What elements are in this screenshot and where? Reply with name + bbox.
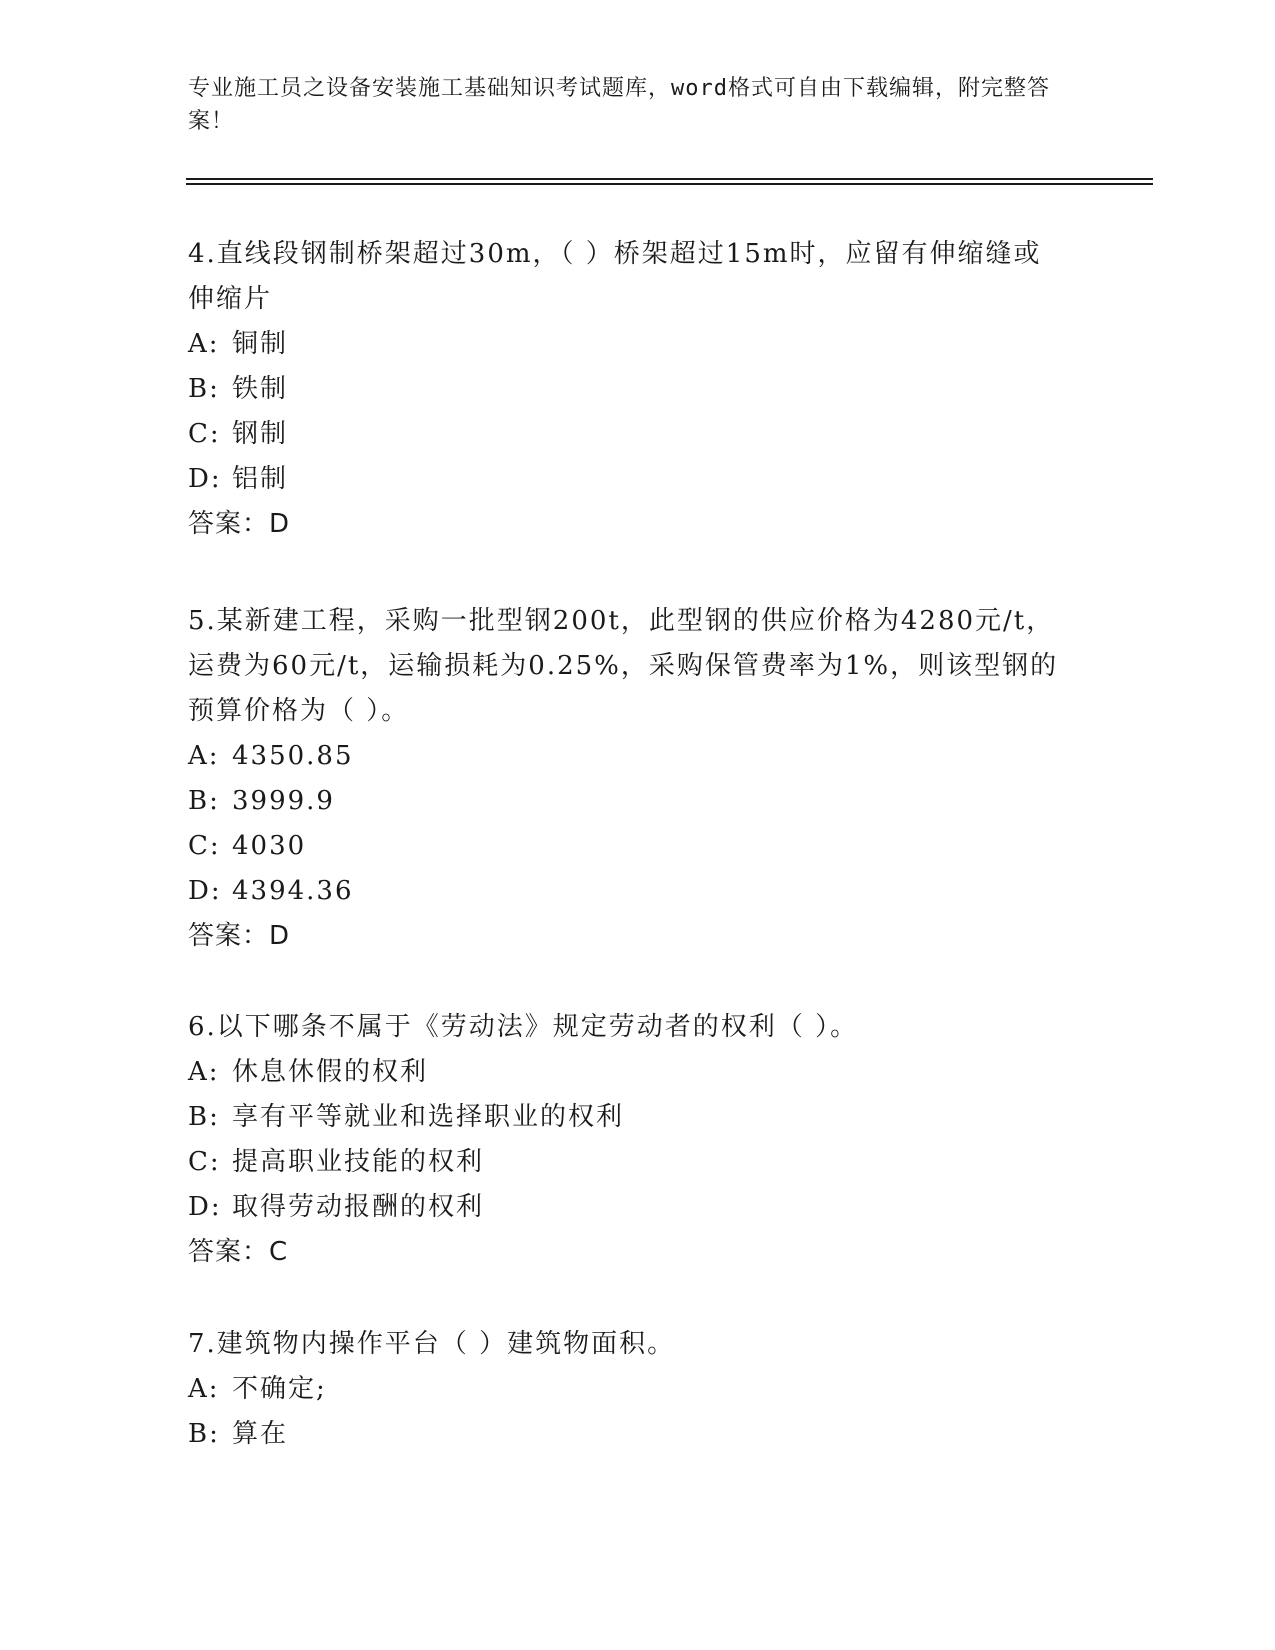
- question-stem: 5.某新建工程，采购一批型钢200t，此型钢的供应价格为4280元/t，运费为60元/t，运输损耗为0.25%，采购保管费率为1%，则该型钢的预算价格为（ ）。: [188, 606, 1059, 726]
- option-text: 钢制: [232, 419, 289, 449]
- option-text: 铁制: [232, 374, 289, 404]
- option-c: [188, 824, 1068, 869]
- option-a: [188, 734, 1068, 779]
- option-a: [188, 322, 1068, 367]
- option-a: [188, 1050, 1068, 1095]
- option-letter: A:: [188, 1374, 220, 1404]
- option-letter: C:: [188, 831, 221, 861]
- option-d: [188, 869, 1068, 914]
- option-b: [188, 1095, 1068, 1140]
- option-b: [188, 779, 1068, 824]
- option-text: 4030: [232, 831, 307, 861]
- option-letter: D:: [188, 464, 222, 494]
- option-text: 算在: [232, 1419, 289, 1449]
- question-5: [188, 599, 1068, 959]
- option-text: 3999.9: [232, 786, 335, 816]
- option-text: 休息休假的权利: [232, 1057, 429, 1087]
- option-letter: A:: [188, 1057, 220, 1087]
- option-text: 4350.85: [232, 741, 354, 771]
- option-letter: B:: [188, 1102, 220, 1132]
- option-text: 铜制: [232, 329, 289, 359]
- option-text: 取得劳动报酬的权利: [232, 1192, 485, 1222]
- option-text: 不确定;: [232, 1374, 327, 1404]
- option-a: [188, 1367, 1068, 1412]
- option-text: 享有平等就业和选择职业的权利: [232, 1102, 625, 1132]
- header-divider-bottom: [186, 183, 1153, 185]
- question-stem: 7.建筑物内操作平台（ ）建筑物面积。: [188, 1329, 676, 1359]
- question-stem: 6.以下哪条不属于《劳动法》规定劳动者的权利（ ）。: [188, 1012, 859, 1042]
- option-c: [188, 412, 1068, 457]
- option-text: 4394.36: [232, 876, 354, 906]
- option-letter: A:: [188, 741, 220, 771]
- option-d: [188, 457, 1068, 502]
- option-letter: A:: [188, 329, 220, 359]
- option-letter: C:: [188, 1147, 221, 1177]
- answer-line: [188, 502, 1068, 547]
- header-divider-top: [186, 178, 1153, 180]
- option-letter: B:: [188, 374, 220, 404]
- option-letter: D:: [188, 1192, 222, 1222]
- answer-label: 答案：: [188, 1237, 270, 1267]
- answer-value: C: [269, 1237, 289, 1267]
- answer-label: 答案：: [188, 509, 270, 539]
- question-7: [188, 1322, 1068, 1457]
- question-4: [188, 232, 1068, 547]
- option-letter: D:: [188, 876, 222, 906]
- answer-line: [188, 1230, 1068, 1275]
- question-stem: 4.直线段钢制桥架超过30m，（ ）桥架超过15m时，应留有伸缩缝或伸缩片: [188, 239, 1042, 314]
- option-text: 铝制: [232, 464, 289, 494]
- answer-label: 答案：: [188, 921, 270, 951]
- option-c: [188, 1140, 1068, 1185]
- question-6: [188, 1005, 1068, 1275]
- answer-value: D: [269, 921, 291, 951]
- option-text: 提高职业技能的权利: [232, 1147, 485, 1177]
- answer-value: D: [269, 509, 291, 539]
- option-letter: C:: [188, 419, 221, 449]
- option-letter: B:: [188, 786, 220, 816]
- answer-line: [188, 914, 1068, 959]
- document-intro: 专业施工员之设备安装施工基础知识考试题库，word格式可自由下载编辑，附完整答案！: [188, 76, 1050, 134]
- option-b: [188, 367, 1068, 412]
- option-letter: B:: [188, 1419, 220, 1449]
- option-b: [188, 1412, 1068, 1457]
- option-d: [188, 1185, 1068, 1230]
